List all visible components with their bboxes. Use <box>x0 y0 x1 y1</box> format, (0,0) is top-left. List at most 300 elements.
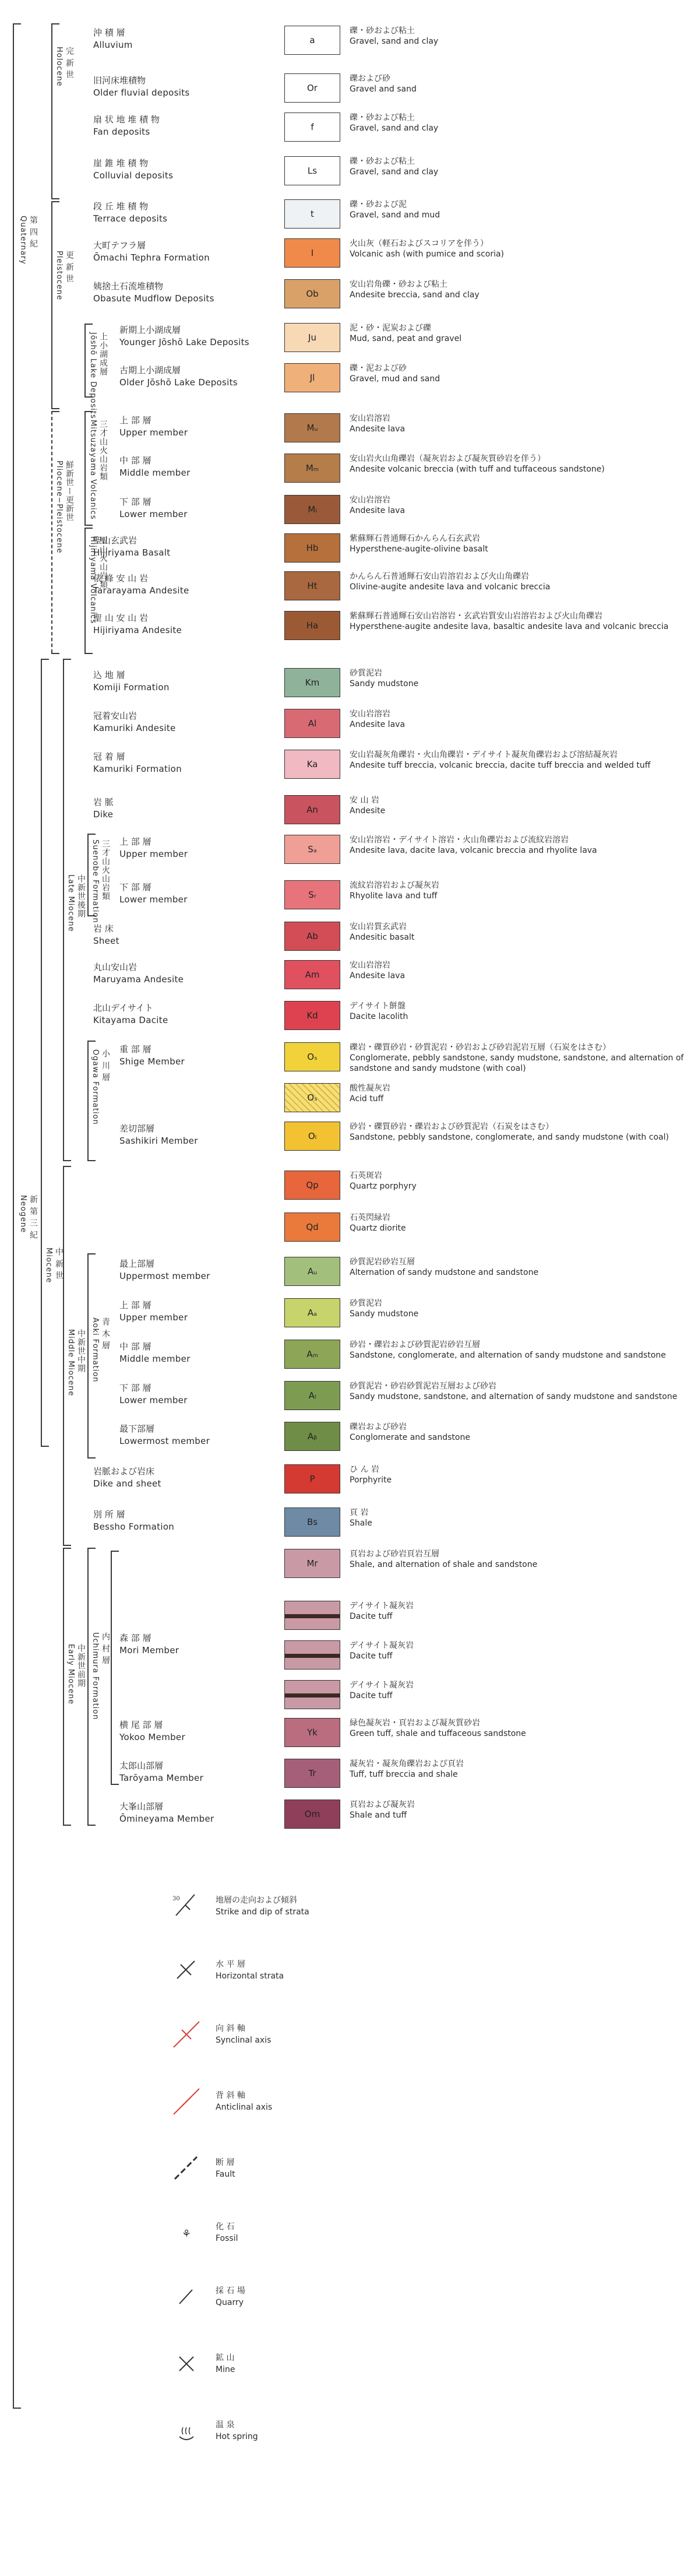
desc-en: Volcanic ash (with pumice and scoria) <box>350 249 505 259</box>
unit-name-ja: 上 部 層 <box>119 1300 151 1310</box>
unit-name-ja: 北山デイサイト <box>93 1003 153 1013</box>
desc-en: Sandy mudstone <box>350 679 419 688</box>
unit-name-ja: 太郎山部層 <box>119 1760 164 1771</box>
unit-symbol-label: a <box>309 35 315 45</box>
early-miocene-label <box>65 1644 86 1705</box>
desc-en: Conglomerate, pebbly sandstone, sandy mudstone, sandstone, and alternation of sandstone and sandy mudstone (with coal) <box>350 1053 684 1073</box>
unit-swatch-Jl <box>284 363 340 392</box>
unit-name-en: Alluvium <box>93 40 133 50</box>
quaternary-label-en: Quaternary <box>19 216 27 265</box>
symbol-ja: 背 斜 軸 <box>216 2091 245 2100</box>
unit-name-P <box>93 1466 161 1490</box>
plio-bracket-tick <box>51 653 59 654</box>
hot-spring-label <box>216 2419 258 2443</box>
unit-description-a <box>350 26 688 47</box>
symbol-en: Fossil <box>216 2234 238 2243</box>
unit-description-Kd <box>350 1001 688 1022</box>
desc-en: Sandy mudstone, sandstone, and alternation of sandy mudstone and sandstone <box>350 1392 678 1401</box>
unit-swatch-Ot <box>284 1083 340 1112</box>
unit-description-Ot <box>350 1083 688 1104</box>
unit-swatch-Al <box>284 709 340 738</box>
hiji-bracket-tick <box>84 528 93 529</box>
unit-symbol-label: t <box>311 209 314 219</box>
unit-name-Or <box>93 75 190 99</box>
symbol-ja: 化 石 <box>216 2222 235 2231</box>
unit-symbol-label: Bs <box>306 1517 318 1527</box>
unit-symbol-label: Aₗ <box>308 1390 316 1401</box>
unit-name-Kd <box>93 1002 168 1027</box>
sueno-bracket <box>87 834 89 915</box>
desc-en: Dacite tuff <box>350 1612 393 1621</box>
pleistocene-bracket-tick <box>51 201 59 202</box>
unit-name-An <box>93 796 114 821</box>
unit-swatch-Ka <box>284 750 340 779</box>
unit-symbol-label: Om <box>304 1809 320 1819</box>
holocene-bracket <box>51 23 52 198</box>
josho-bracket <box>84 324 86 396</box>
unit-name-Sr <box>119 881 188 906</box>
desc-ja: 礫・砂および泥 <box>350 200 407 209</box>
strike-dip-icon <box>169 1889 204 1924</box>
unit-swatch-Bs <box>284 1507 340 1537</box>
unit-swatch-Ol <box>284 1122 340 1151</box>
unit-description-Bs <box>350 1507 688 1528</box>
neogene-quaternary-outer-tick <box>13 2408 21 2409</box>
unit-symbol-label: An <box>306 804 318 815</box>
middle-miocene-label <box>65 1329 86 1396</box>
josho-label-en: Jōshō Lake Deposits <box>89 332 97 419</box>
unit-description-Ob <box>350 279 688 300</box>
unit-description-Al2 <box>350 1381 688 1402</box>
unit-description-Qp <box>350 1171 688 1192</box>
ogawa-label-en: Ogawa Formation <box>91 1049 100 1125</box>
unit-swatch-Aa <box>284 1298 340 1327</box>
unit-name-en: Maruyama Andesite <box>93 974 184 985</box>
unit-swatch-Sr <box>284 880 340 909</box>
unit-name-en: Yokoo Member <box>119 1732 185 1742</box>
unit-symbol-label: Aₘ <box>306 1349 318 1359</box>
unit-name-en: Lower member <box>119 1395 188 1405</box>
unit-name-en: Upper member <box>119 849 188 859</box>
unit-symbol-label: Or <box>307 83 318 93</box>
desc-en: Olivine-augite andesite lava and volcanic breccia <box>350 582 551 592</box>
sueno-bracket-tick <box>87 834 96 835</box>
unit-name-ja: 俵 峰 安 山 岩 <box>93 573 149 584</box>
unit-symbol-label: Hb <box>306 543 319 553</box>
unit-description-Aa <box>350 1298 688 1319</box>
desc-en: Gravel, sand and clay <box>350 124 439 133</box>
unit-name-ja: 大峯山部層 <box>119 1801 164 1812</box>
unit-description-Mrt1 <box>350 1601 688 1622</box>
unit-swatch-Tr <box>284 1759 340 1788</box>
desc-ja: 安山岩角礫・砂および粘土 <box>350 280 447 289</box>
unit-swatch-I <box>284 238 340 268</box>
desc-ja: 石英閃緑岩 <box>350 1213 390 1222</box>
unit-name-ja: 下 部 層 <box>119 497 151 507</box>
unit-name-ja: 差切部層 <box>119 1123 155 1134</box>
unit-description-Mr <box>350 1549 688 1570</box>
unit-symbol-label: Ka <box>306 759 318 769</box>
desc-en: Andesite volcanic breccia (with tuff and tuffaceous sandstone) <box>350 465 605 474</box>
desc-en: Quartz diorite <box>350 1224 406 1233</box>
desc-en: Alternation of sandy mudstone and sandstone <box>350 1268 539 1277</box>
unit-swatch-Qd <box>284 1213 340 1242</box>
horizontal-icon <box>169 1953 204 1988</box>
unit-symbol-label: I <box>311 248 314 258</box>
hiji-label-ja: 聖山火山岩類 <box>98 536 108 589</box>
unit-name-en: Upper member <box>119 427 188 438</box>
unit-name-ja: 下 部 層 <box>119 1383 151 1393</box>
desc-en: Quartz porphyry <box>350 1182 417 1191</box>
unit-symbol-label: Ls <box>307 166 318 176</box>
unit-description-Os <box>350 1042 688 1074</box>
unit-swatch-Hb <box>284 533 340 563</box>
unit-name-en: Uppermost member <box>119 1271 210 1281</box>
miocene-bracket-tick <box>41 1446 49 1447</box>
desc-ja: 安山岩溶岩 <box>350 414 390 423</box>
unit-name-en: Ōmachi Tephra Formation <box>93 252 210 263</box>
unit-swatch-Om <box>284 1800 340 1829</box>
ogawa-label <box>90 1049 111 1125</box>
mori-bracket-tick <box>111 1551 119 1552</box>
dip-value: 30 <box>172 1896 180 1902</box>
late-miocene-bracket-tick <box>63 1160 71 1161</box>
unit-name-ja: 聖 山 安 山 岩 <box>93 613 149 623</box>
plio-label-en: Pliocene−Pleistocene <box>55 461 64 554</box>
unit-name-en: Kitayama Dacite <box>93 1015 168 1025</box>
desc-ja: 礫岩および砂岩 <box>350 1422 407 1432</box>
unit-name-en: Lower member <box>119 509 188 519</box>
hiji-bracket <box>84 528 86 653</box>
horizontal-label <box>216 1959 284 1982</box>
late-miocene-label-en: Late Miocene <box>66 874 75 932</box>
desc-en: Andesite tuff breccia, volcanic breccia, dacite tuff breccia and welded tuff <box>350 761 651 770</box>
unit-description-Qd <box>350 1213 688 1233</box>
desc-ja: 石英斑岩 <box>350 1171 382 1180</box>
desc-en: Hypersthene-augite andesite lava, basaltic andesite lava and volcanic breccia <box>350 622 669 631</box>
unit-name-en: Lowermost member <box>119 1436 210 1446</box>
desc-ja: 安 山 岩 <box>350 796 379 805</box>
unit-name-Ob <box>93 280 214 305</box>
unit-swatch-Am2 <box>284 1340 340 1369</box>
unit-description-Al <box>350 709 688 730</box>
desc-en: Andesite lava <box>350 506 406 515</box>
desc-en: Sandstone, conglomerate, and alternation of sandy mudstone and sandstone <box>350 1351 666 1360</box>
mine-label <box>216 2352 235 2375</box>
unit-symbol-label: Qd <box>306 1222 319 1232</box>
unit-name-t <box>93 201 167 225</box>
unit-name-ja: 岩脈および岩床 <box>93 1466 155 1477</box>
unit-swatch-Ha <box>284 611 340 640</box>
early-miocene-bracket-tick <box>63 1825 71 1826</box>
unit-name-en: Older Jōshō Lake Deposits <box>119 377 238 388</box>
unit-swatch-Ls <box>284 156 340 185</box>
unit-symbol-label: Tr <box>308 1768 316 1779</box>
unit-name-Mu <box>119 414 188 439</box>
desc-ja: 安山岩溶岩 <box>350 961 390 970</box>
unit-name-ja: 大町テフラ層 <box>93 240 146 251</box>
unit-name-a <box>93 27 133 51</box>
miocene-label <box>43 1247 64 1283</box>
unit-name-en: Obasute Mudflow Deposits <box>93 293 214 304</box>
unit-name-ja: 丸山安山岩 <box>93 962 138 972</box>
mitsu-label-ja: 三才山火山岩類 <box>98 420 108 481</box>
desc-ja: かんらん石普通輝石安山岩溶岩および火山角礫岩 <box>350 572 529 581</box>
unit-symbol-label: Mₘ <box>305 463 319 473</box>
aoki-bracket <box>87 1253 89 1457</box>
ogawa-bracket-tick <box>87 1041 96 1042</box>
unit-description-Km <box>350 668 688 689</box>
symbol-en: Synclinal axis <box>216 2036 272 2045</box>
unit-swatch-Qp <box>284 1171 340 1200</box>
unit-name-ja: 扇 状 地 堆 積 物 <box>93 114 160 125</box>
unit-symbol-label: Qp <box>306 1180 319 1190</box>
hiji-label-en: Hijiriyama Volcanics <box>89 536 97 624</box>
desc-en: Shale <box>350 1519 372 1528</box>
unit-name-ja: 上 部 層 <box>119 837 151 847</box>
unit-name-Ju <box>119 324 249 349</box>
fossil-label <box>216 2221 238 2244</box>
mitsu-bracket <box>84 411 86 525</box>
desc-ja: 礫岩・礫質砂岩・砂質泥岩・砂岩および砂岩泥岩互層（石炭をはさむ） <box>350 1043 611 1052</box>
unit-name-en: Mori Member <box>119 1645 179 1656</box>
early-miocene-label-en: Early Miocene <box>66 1644 75 1705</box>
unit-description-Ol <box>350 1122 688 1143</box>
unit-description-t <box>350 199 688 220</box>
desc-ja: 頁 岩 <box>350 1508 369 1517</box>
hiji-bracket-tick <box>84 653 93 654</box>
unit-swatch-Os <box>284 1042 340 1071</box>
neogene-quaternary-outer-tick <box>13 23 21 24</box>
desc-en: Gravel and sand <box>350 85 417 94</box>
desc-en: Andesite lava, dacite lava, volcanic breccia and rhyolite lava <box>350 846 597 855</box>
miocene-bracket <box>41 659 42 1446</box>
plio-bracket <box>51 411 52 653</box>
unit-name-en: Lower member <box>119 894 188 905</box>
desc-ja: 礫・砂および粘土 <box>350 157 415 166</box>
unit-swatch-Ml <box>284 495 340 524</box>
josho-bracket-tick <box>84 324 93 325</box>
unit-name-ja: 最上部層 <box>119 1259 155 1269</box>
desc-en: Shale, and alternation of shale and sandstone <box>350 1560 538 1569</box>
desc-en: Andesitic basalt <box>350 933 415 942</box>
symbol-en: Mine <box>216 2365 235 2374</box>
unit-name-Al2 <box>119 1382 188 1407</box>
middle-miocene-label-ja: 中新世中期 <box>76 1329 86 1373</box>
neogene-label <box>17 1195 38 1239</box>
unit-name-en: Tarōyama Member <box>119 1773 204 1783</box>
desc-ja: 流紋岩溶岩および凝灰岩 <box>350 881 439 890</box>
unit-name-en: Terrace deposits <box>93 213 168 224</box>
desc-ja: 砂岩・礫岩および砂質泥岩砂岩互層 <box>350 1340 480 1349</box>
desc-en: Sandstone, pebbly sandstone, conglomerate, and sandy mudstone (with coal) <box>350 1133 669 1142</box>
unit-swatch-Or <box>284 73 340 103</box>
unit-name-Om <box>119 1801 214 1825</box>
unit-name-en: Dike and sheet <box>93 1478 161 1489</box>
unit-symbol-label: Jl <box>309 372 315 383</box>
symbol-en: Quarry <box>216 2298 244 2307</box>
unit-swatch-Mm <box>284 454 340 483</box>
fossil-icon <box>169 2215 204 2250</box>
syncline-label <box>216 2023 271 2046</box>
unit-name-Km <box>93 669 170 694</box>
desc-en: Andesite lava <box>350 971 406 981</box>
desc-en: Green tuff, shale and tuffaceous sandstone <box>350 1729 526 1738</box>
unit-symbol-label: Aₐ <box>307 1308 318 1318</box>
unit-name-en: Kamuriki Andesite <box>93 723 176 733</box>
unit-symbol-label: Ob <box>306 289 319 299</box>
desc-en: Shale and tuff <box>350 1811 407 1820</box>
desc-en: Dacite lacolith <box>350 1012 408 1021</box>
quaternary-label-ja: 第 四 紀 <box>29 216 38 248</box>
uchi-bracket-tick <box>87 1548 96 1549</box>
unit-name-ja: 旧河床堆積物 <box>93 75 146 86</box>
desc-en: Andesite <box>350 806 386 816</box>
desc-ja: 泥・砂・泥炭および礫 <box>350 324 431 333</box>
mori-bracket-tick <box>111 1784 119 1785</box>
holocene-label <box>54 47 75 87</box>
desc-ja: 安山岩溶岩・デイサイト溶岩・火山角礫岩および流紋岩溶岩 <box>350 835 569 845</box>
desc-ja: デイサイト凝灰岩 <box>350 1601 414 1611</box>
unit-symbol-label: P <box>309 1474 315 1484</box>
tuff-band <box>285 1614 340 1618</box>
symbol-ja: 鉱 山 <box>216 2353 235 2363</box>
unit-symbol-label: Oₛ <box>307 1052 318 1062</box>
unit-description-Or <box>350 73 688 94</box>
unit-name-Mm <box>119 455 191 479</box>
unit-name-ja: 横 尾 部 層 <box>119 1720 163 1730</box>
unit-name-ja: 冠 着 層 <box>93 751 125 762</box>
unit-name-ja: 最下部層 <box>119 1424 155 1434</box>
unit-swatch-t <box>284 199 340 229</box>
unit-name-ja: 岩 脈 <box>93 797 114 807</box>
ogawa-bracket <box>87 1041 89 1160</box>
unit-description-Yk <box>350 1718 688 1739</box>
unit-name-en: Middle member <box>119 468 191 478</box>
desc-ja: デイサイト凝灰岩 <box>350 1641 414 1650</box>
desc-ja: 安山岩溶岩 <box>350 709 390 719</box>
desc-ja: 砂質泥岩 <box>350 669 382 678</box>
unit-name-ja: 重 部 層 <box>119 1044 151 1055</box>
unit-symbol-label: Km <box>305 677 320 688</box>
neogene-quaternary-outer <box>13 23 14 2408</box>
desc-ja: 緑色凝灰岩・頁岩および凝灰質砂岩 <box>350 1718 480 1728</box>
desc-ja: 礫・砂および粘土 <box>350 26 415 36</box>
uchi-bracket-tick <box>87 1825 96 1826</box>
unit-swatch-Ab <box>284 922 340 951</box>
unit-name-Ol <box>119 1123 198 1147</box>
unit-symbol-label: Ht <box>307 581 318 591</box>
unit-description-Om <box>350 1800 688 1821</box>
holocene-bracket-tick <box>51 23 59 24</box>
unit-swatch-Ab2 <box>284 1422 340 1451</box>
unit-symbol-label: Aᵤ <box>307 1266 318 1277</box>
unit-symbol-label: Ab <box>306 931 318 941</box>
middle-miocene-bracket-tick <box>63 1545 71 1546</box>
mitsu-label-en: Mitsuzayama Volcanics <box>89 420 97 520</box>
late-miocene-bracket-tick <box>63 659 71 660</box>
miocene-bracket-tick <box>41 659 49 660</box>
unit-name-en: Hijiriyama Basalt <box>93 547 171 558</box>
tuff-band <box>285 1693 340 1698</box>
uchi-bracket <box>87 1548 89 1825</box>
desc-ja: 凝灰岩・凝灰角礫岩および頁岩 <box>350 1759 464 1769</box>
unit-description-Sa <box>350 835 688 856</box>
late-miocene-label-ja: 中新世後期 <box>76 874 86 918</box>
unit-symbol-label: Oₛ <box>307 1092 318 1103</box>
unit-swatch-Am <box>284 960 340 989</box>
unit-name-Os <box>119 1043 185 1068</box>
unit-symbol-label: Ju <box>308 332 316 343</box>
desc-ja: 安山岩溶岩 <box>350 495 390 505</box>
unit-symbol-label: Oₗ <box>308 1131 317 1141</box>
unit-swatch-Kd <box>284 1001 340 1030</box>
unit-name-ja: 段 丘 堆 積 物 <box>93 201 149 212</box>
neogene-label-en: Neogene <box>19 1195 27 1233</box>
unit-symbol-label: Mᵤ <box>306 423 318 433</box>
late-miocene-bracket <box>63 659 64 1160</box>
unit-name-Ab2 <box>119 1423 210 1447</box>
uchimura-label <box>90 1632 111 1720</box>
symbol-ja: 温 泉 <box>216 2420 235 2430</box>
desc-en: Andesite lava <box>350 424 406 434</box>
unit-name-en: Upper member <box>119 1312 188 1323</box>
aoki-label <box>90 1317 111 1383</box>
unit-symbol-label: Sₐ <box>308 844 317 855</box>
aoki-label-ja: 青 木 層 <box>101 1317 110 1350</box>
unit-name-ja: 沖 積 層 <box>93 27 125 38</box>
unit-description-Ha <box>350 611 688 632</box>
plio-label <box>54 461 75 554</box>
unit-swatch-Sa <box>284 835 340 864</box>
fault-label <box>216 2157 235 2180</box>
unit-description-Ka <box>350 750 688 771</box>
desc-ja: 安山岩質玄武岩 <box>350 922 407 932</box>
unit-name-Jl <box>119 364 238 389</box>
unit-symbol-label: Aᵦ <box>307 1431 318 1442</box>
unit-description-Mrt3 <box>350 1680 688 1701</box>
desc-en: Dacite tuff <box>350 1691 393 1700</box>
aoki-label-en: Aoki Formation <box>91 1317 100 1383</box>
unit-name-ja: 別 所 層 <box>93 1509 125 1520</box>
unit-description-Ab <box>350 922 688 943</box>
strike-dip-label <box>216 1895 309 1918</box>
unit-description-Mm <box>350 454 688 475</box>
desc-ja: 砂質泥岩砂岩互層 <box>350 1257 415 1267</box>
uchimura-label-en: Uchimura Formation <box>91 1632 100 1720</box>
unit-name-Sa <box>119 836 188 860</box>
desc-ja: 砂岩・礫質砂岩・礫岩および砂質泥岩（石炭をはさむ） <box>350 1122 554 1131</box>
desc-en: Gravel, sand and clay <box>350 167 439 177</box>
holocene-label-ja: 完 新 世 <box>65 47 74 79</box>
desc-en: Andesite lava <box>350 720 406 729</box>
josho-label <box>87 332 108 419</box>
unit-description-Ht <box>350 571 688 592</box>
suenobe-label-ja: 三才山火山岩類 <box>101 839 110 901</box>
unit-name-en: Sashikiri Member <box>119 1136 198 1146</box>
early-miocene-bracket <box>63 1548 64 1825</box>
unit-description-Ab2 <box>350 1422 688 1443</box>
anticline-icon <box>169 2084 204 2119</box>
desc-en: Sandy mudstone <box>350 1309 419 1319</box>
unit-name-en: Bessho Formation <box>93 1521 175 1532</box>
desc-en: Mud, sand, peat and gravel <box>350 334 462 343</box>
unit-description-Jl <box>350 363 688 384</box>
unit-symbol-label: Mₗ <box>308 504 317 515</box>
unit-name-en: Shige Member <box>119 1056 185 1067</box>
unit-swatch-P <box>284 1464 340 1493</box>
unit-name-Aa <box>119 1299 188 1324</box>
